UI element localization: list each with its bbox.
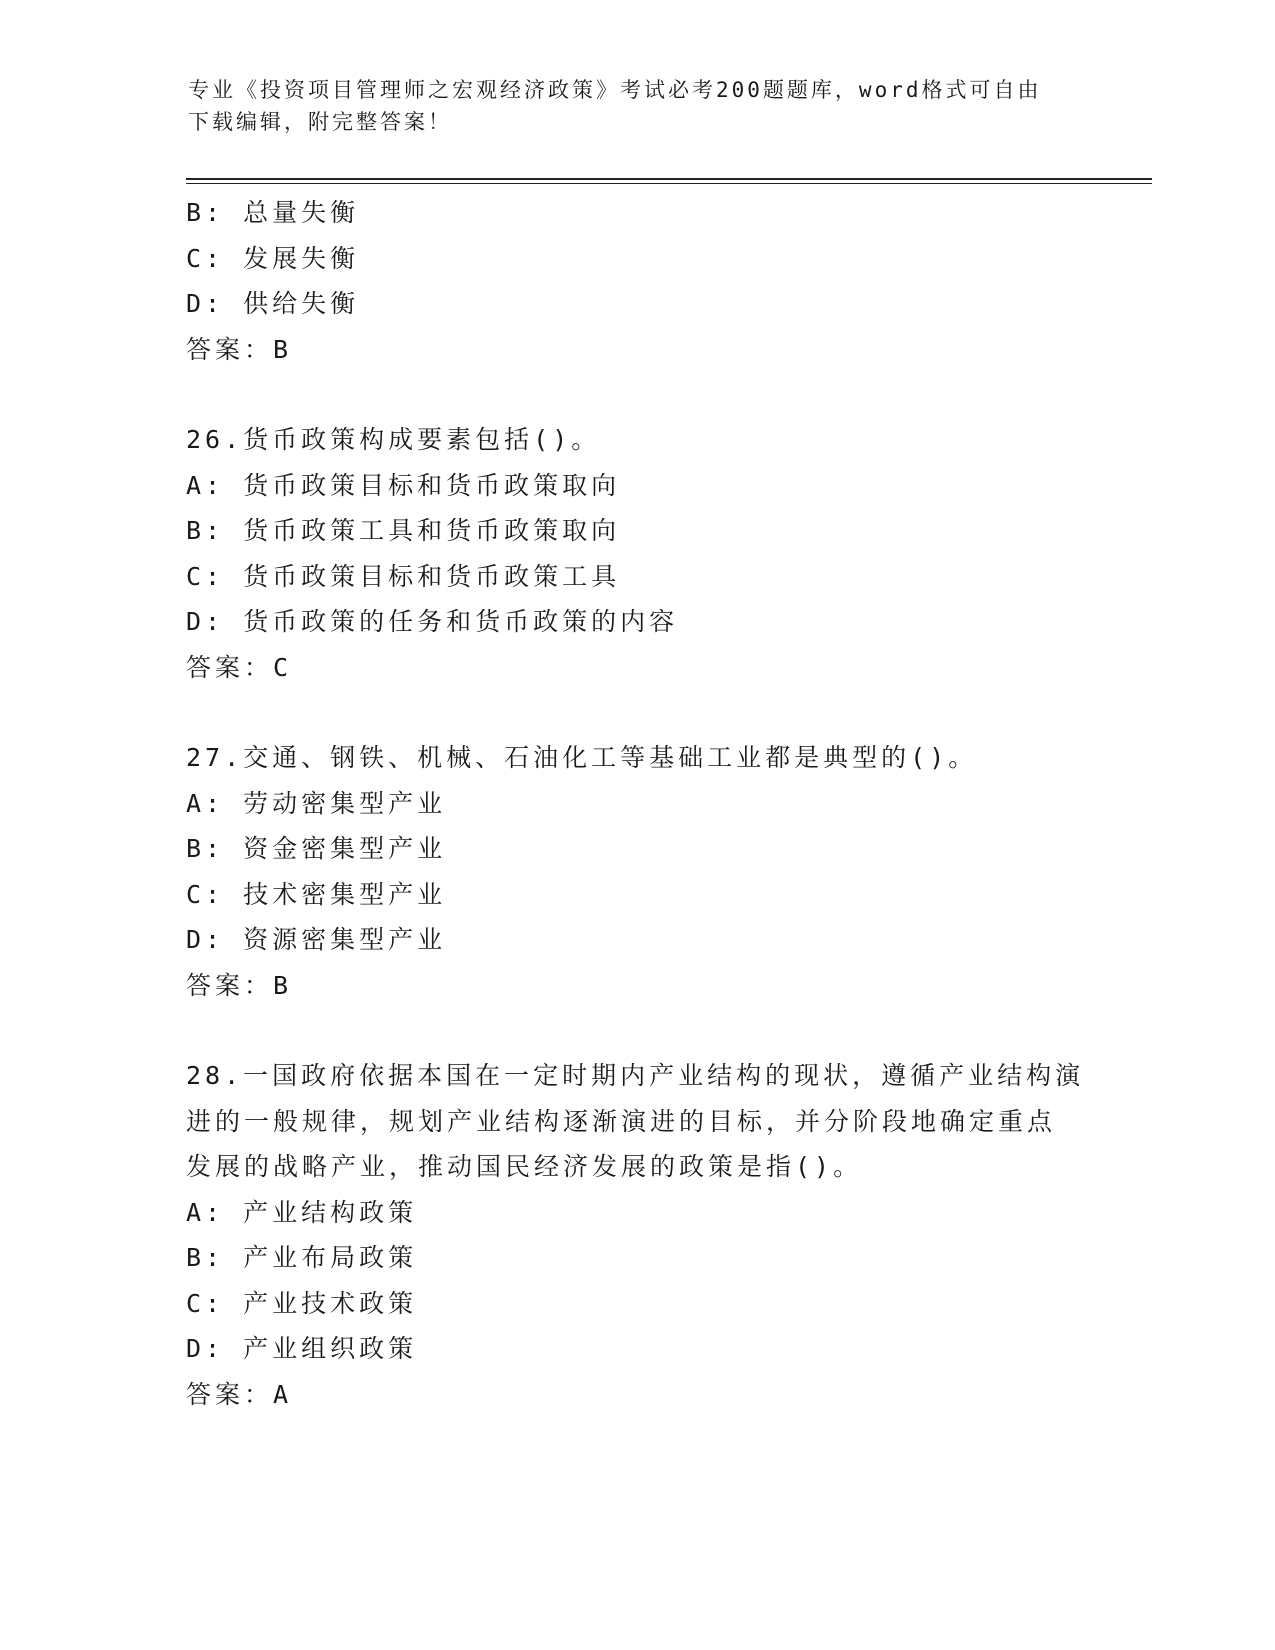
option-d: D: 货币政策的任务和货币政策的内容 xyxy=(186,607,679,636)
header-divider-thin xyxy=(186,183,1152,184)
question-28 xyxy=(186,1053,1086,1417)
option-c: C: 发展失衡 xyxy=(186,243,360,273)
header-line-1: 专业《投资项目管理师之宏观经济政策》考试必考200题题库，word格式可自由 xyxy=(188,78,1042,102)
option-b: B: 产业布局政策 xyxy=(186,1243,418,1272)
option-b: B: 货币政策工具和货币政策取向 xyxy=(186,516,621,545)
option-c: C: 技术密集型产业 xyxy=(186,879,447,909)
question-stem-line-1: 28.一国政府依据本国在一定时期内产业结构的现状，遵循产业结构演 xyxy=(186,1061,1085,1090)
answer-line: 答案：B xyxy=(186,334,293,364)
option-c: C: 产业技术政策 xyxy=(186,1288,418,1318)
document-header xyxy=(188,74,1088,138)
option-c: C: 货币政策目标和货币政策工具 xyxy=(186,561,621,591)
question-27 xyxy=(186,735,1086,1008)
answer-line: 答案：A xyxy=(186,1379,293,1409)
question-content xyxy=(186,190,1086,1417)
prev-question-block xyxy=(186,190,1086,372)
option-a: A: 货币政策目标和货币政策取向 xyxy=(186,470,621,500)
header-divider-thick xyxy=(186,178,1152,180)
answer-line: 答案：B xyxy=(186,970,293,1000)
option-d: D: 产业组织政策 xyxy=(186,1334,418,1363)
option-a: A: 产业结构政策 xyxy=(186,1197,418,1227)
question-stem-line-3: 发展的战略产业，推动国民经济发展的政策是指()。 xyxy=(186,1152,863,1181)
option-b: B: 总量失衡 xyxy=(186,198,360,227)
option-d: D: 供给失衡 xyxy=(186,289,360,318)
option-b: B: 资金密集型产业 xyxy=(186,834,447,863)
question-stem: 26.货币政策构成要素包括()。 xyxy=(186,425,601,454)
answer-line: 答案：C xyxy=(186,652,293,682)
option-d: D: 资源密集型产业 xyxy=(186,925,447,954)
question-26 xyxy=(186,417,1086,690)
question-stem-line-2: 进的一般规律，规划产业结构逐渐演进的目标，并分阶段地确定重点 xyxy=(186,1106,1057,1136)
option-a: A: 劳动密集型产业 xyxy=(186,788,447,818)
question-stem: 27.交通、钢铁、机械、石油化工等基础工业都是典型的()。 xyxy=(186,743,978,772)
header-line-2: 下载编辑，附完整答案！ xyxy=(188,110,452,134)
